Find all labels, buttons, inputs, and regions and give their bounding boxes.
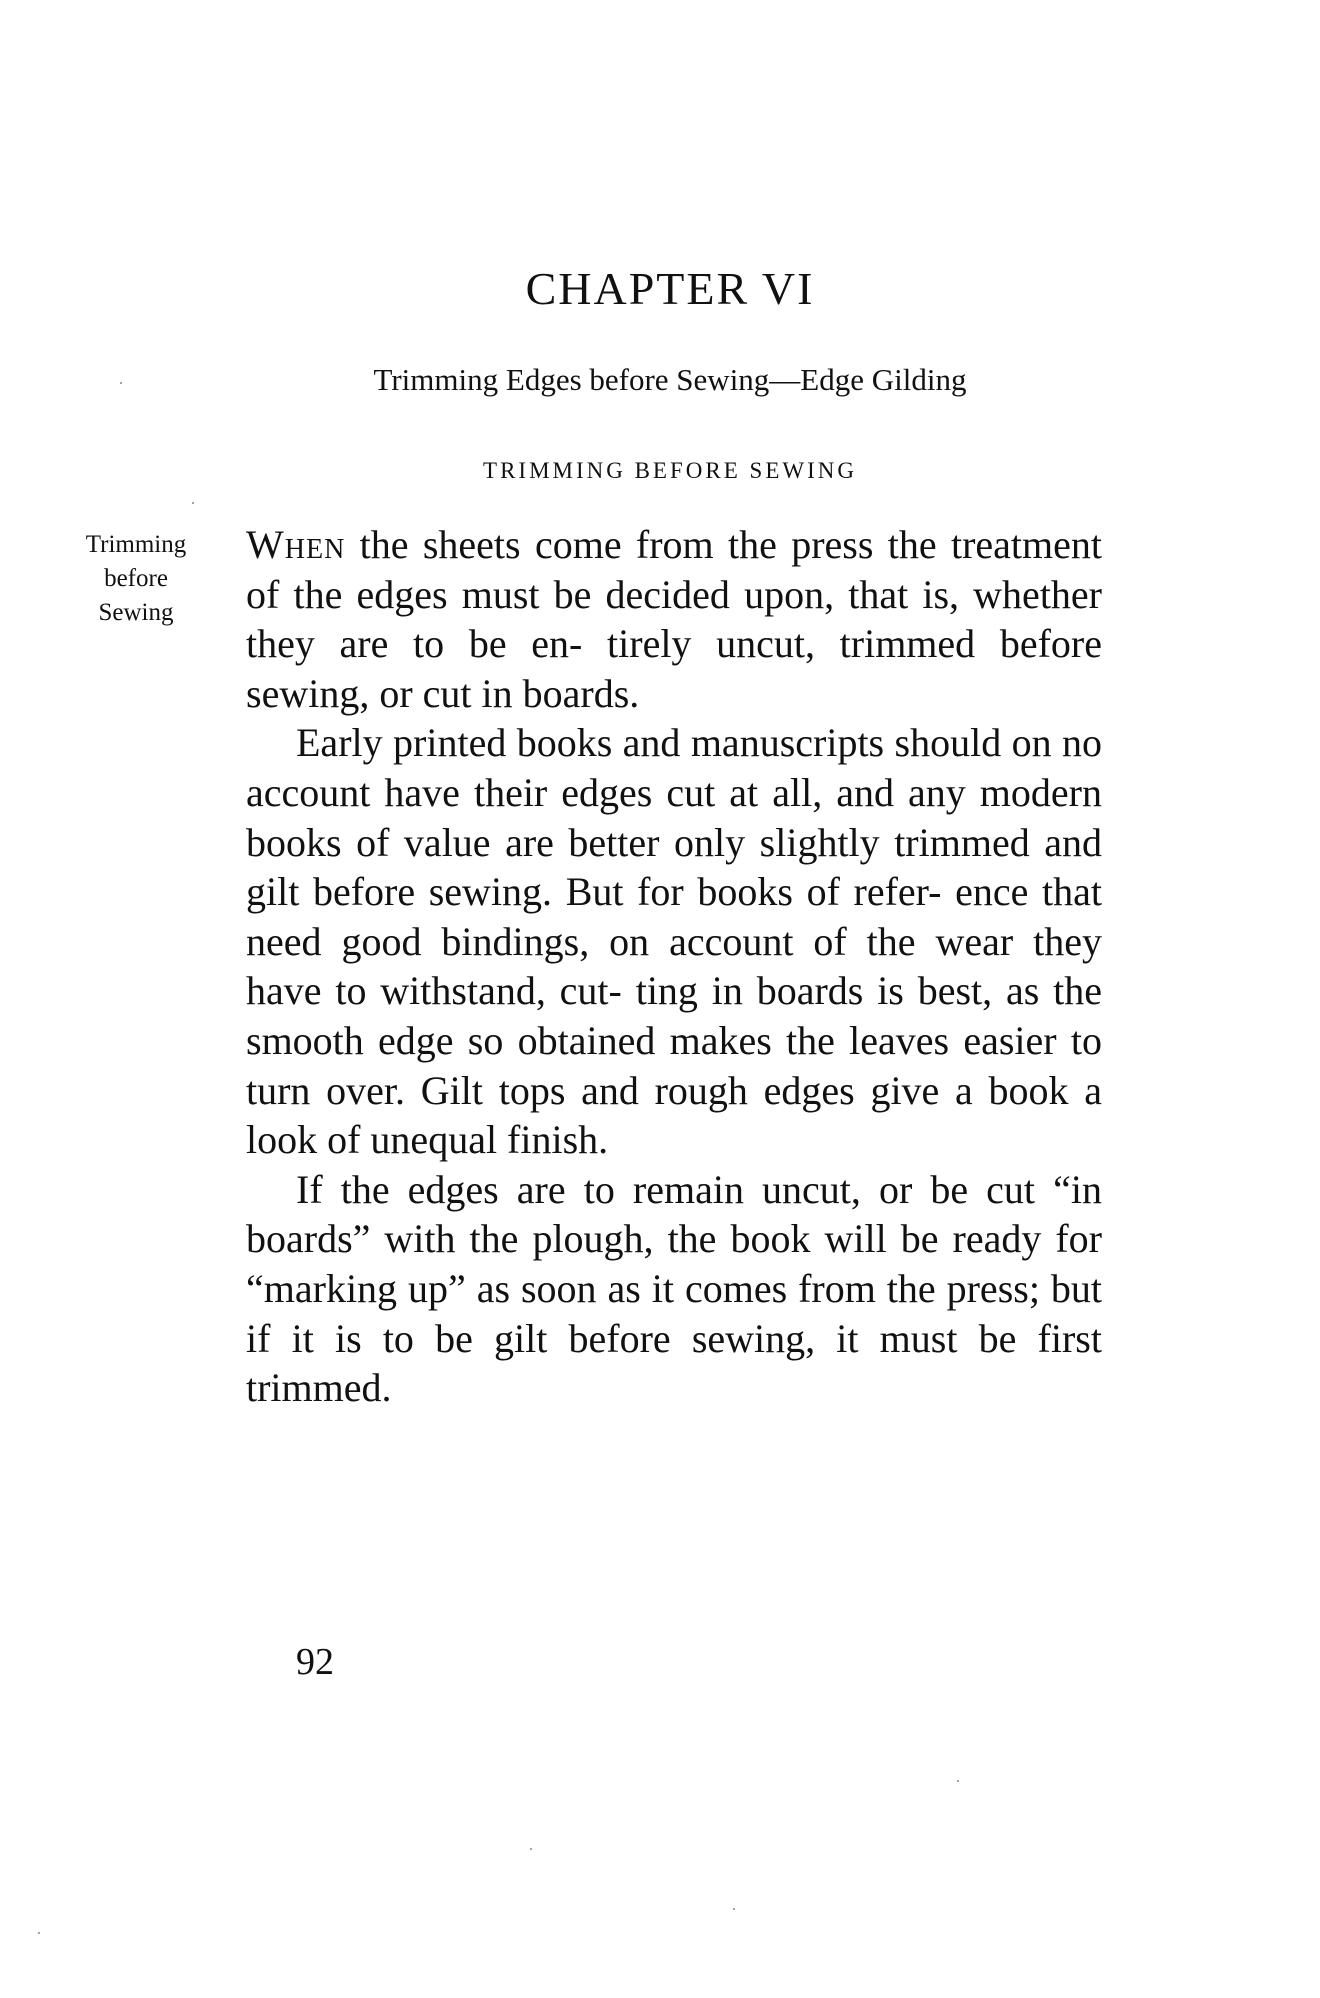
scan-speck <box>733 1908 735 1910</box>
margin-note-line: Trimming <box>85 531 187 558</box>
paragraph-1 <box>246 520 1102 718</box>
chapter-subtitle: Trimming Edges before Sewing—Edge Gilding <box>373 362 967 397</box>
scan-speck <box>957 1780 959 1782</box>
margin-note <box>56 528 216 630</box>
paragraph-3: If the edges are to remain uncut, or be cut “in boards” with the plough, the book will be ready for “marking up” as soon as it comes from the press; but if it is to be gilt before sewing, it must be first trimmed. <box>246 1166 1102 1411</box>
scan-speck <box>38 1932 40 1934</box>
paragraph-2: Early printed books and manuscripts should on no account have their edges cut at all, and any modern books of value are better only slightly trimmed and gilt before sewing. But for books of refer- ence that need good bindings, on account of the wear they have to withstand, cut- ting in boards is best, as the smooth edge so obtained makes the leaves easier to turn over. Gilt tops and rough edges give a book a look of unequal finish. <box>246 720 1102 1163</box>
paragraph-lead-word: When <box>246 522 346 567</box>
body-text <box>246 520 1102 1413</box>
paragraph-text: the sheets come from the press the treatment of the edges must be decided upon, that is, whether they are to be en- tirely uncut, trimmed before sewing, or cut in boards. <box>246 522 1102 716</box>
section-heading: TRIMMING BEFORE SEWING <box>483 458 857 483</box>
chapter-title: CHAPTER VI <box>525 263 815 314</box>
margin-note-line: Sewing <box>98 599 174 626</box>
scan-speck <box>120 382 122 384</box>
scan-speck <box>530 1848 532 1850</box>
page-number: 92 <box>296 1641 334 1683</box>
scan-speck <box>192 502 194 504</box>
margin-note-line: before <box>104 565 168 592</box>
